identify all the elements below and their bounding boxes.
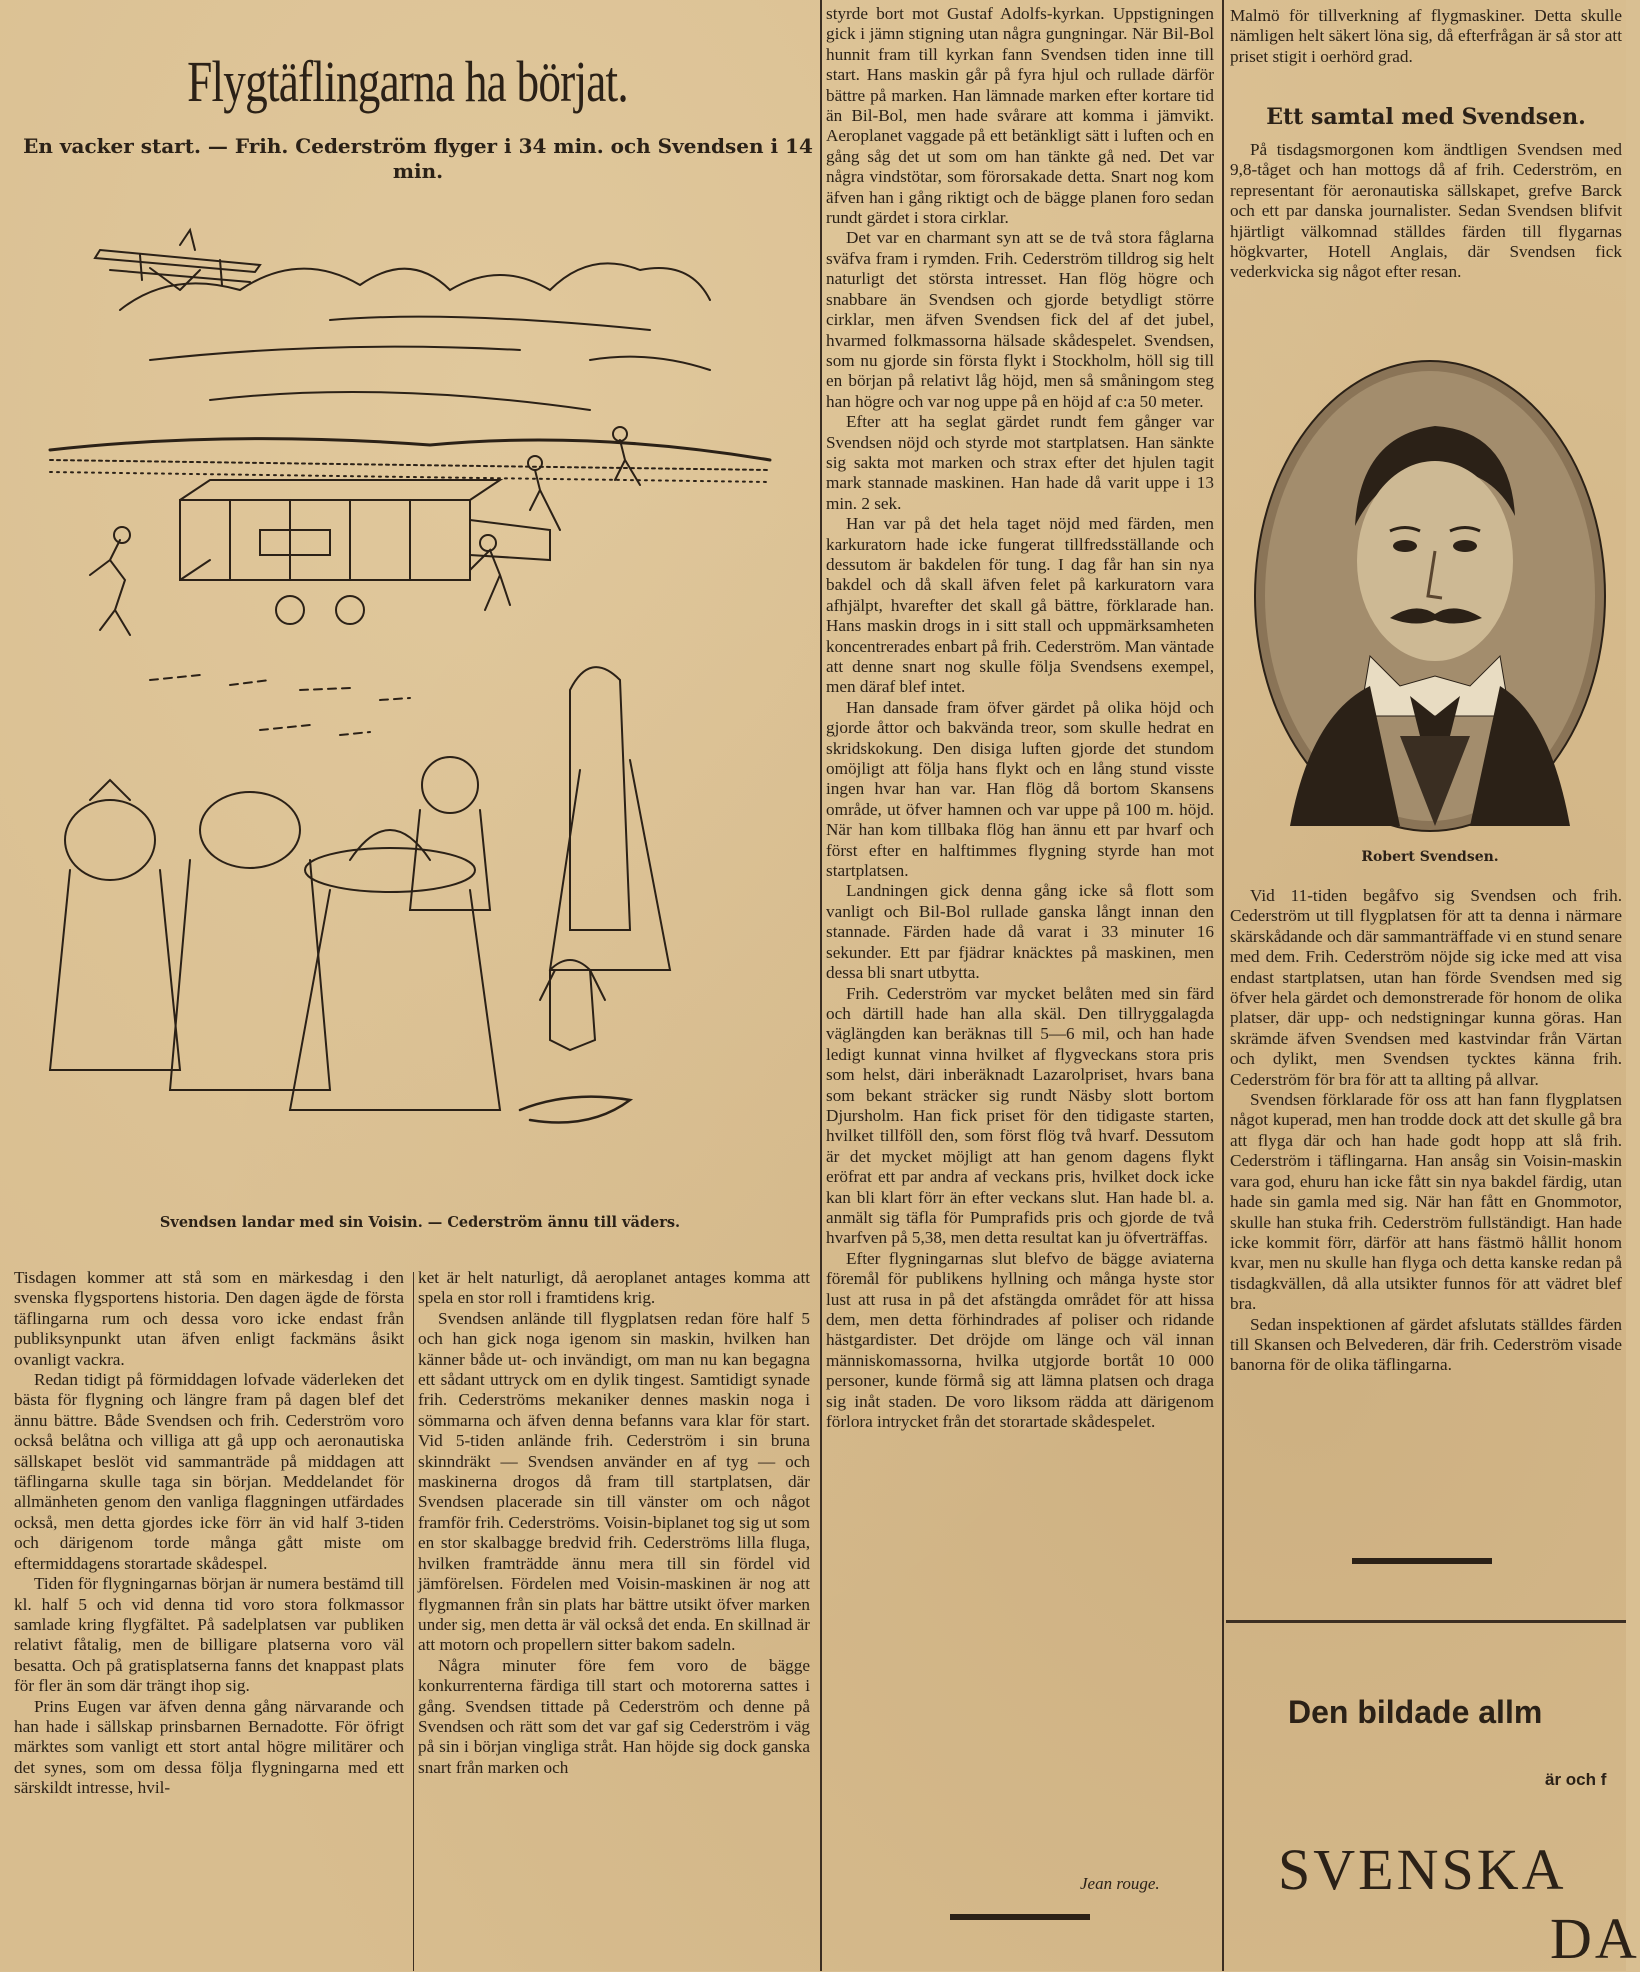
- end-ornament: [950, 1912, 1090, 1922]
- paragraph: Malmö för tillverkning af flygmaskiner. Detta skulle nämligen helt säkert löna sig, då efterfrågan är så stor att priset stigit i oerhörd grad.: [1230, 6, 1622, 66]
- paragraph: Landningen gick denna gång icke så flott som vanligt och Bil-Bol rullade ganska långt innan den stannade. Färden hade då varat i 33 minuter 16 sekunder. Ett par fjädrar knäcktes på maskinen, men dessa bli snart utbytta.: [826, 881, 1214, 983]
- illustration: [30, 210, 810, 1200]
- article-column-1: [14, 1268, 404, 1968]
- paragraph: Efter att ha seglat gärdet rundt fem gånger var Svendsen nöjd och styrde mot startplatsen. Han sänkte sig sakta mot marken och strax efter det hjulen tagit mark stannade maskinen. Han hade då varit uppe i 13 min. 2 sek.: [826, 412, 1214, 513]
- article-column-4-mid: [1230, 140, 1622, 340]
- headline: Flygtäflingarna ha börjat.: [187, 49, 628, 114]
- subheadline: En vacker start. — Frih. Cederström flyger i 34 min. och Svendsen i 14 min.: [23, 134, 813, 183]
- article-column-2: [418, 1268, 810, 1968]
- biplane-icon: [180, 480, 550, 624]
- illustration-caption: Svendsen landar med sin Voisin. — Cederström ännu till väders.: [159, 1214, 681, 1231]
- ad-line: SVENSKA: [1278, 1837, 1567, 1902]
- paragraph: Några minuter före fem voro de bägge konkurrenterna färdiga till start och motorerna sattes i gång. Svendsen tittade på Cederström och denne på Svendsen och rätt som det var gaf sig Cederström i väg på sin i början vingliga stråt. Han höjde sig dock ganska snart från marken och: [418, 1655, 810, 1777]
- ad-line: är och f: [1545, 1770, 1607, 1789]
- paragraph: Han var på det hela taget nöjd med färden, men karkuratorn hade icke fungerat tillfredsställande och dessutom är bakdelen för tung. I dag får han sin nya bakdel och då skall äfven felet på karkuratorn vara afhjälpt, hvarefter det skall gå bättre, förklarade han. Hans maskin drogs in i sitt stall och uppmärksamheten koncentrerades enbart på frih. Cederström. Man väntade att denne snart nog skulle följa Svendsens exempel, men däraf blef intet.: [826, 514, 1214, 697]
- ad-line: Den bildade allm: [1288, 1694, 1543, 1730]
- paragraph: Frih. Cederström var mycket belåten med sin färd och därtill hade han alla skäl. Den tillryggalagda väglängden kan beräknas till 5—6 mil, och han hade ledigt kunnat vinna hvilket af flygveckans stora pris som helst, däri inberäknadt Lazarolpriset, hvars bana som bekant sträcker sig rundt Näsby slott bortom Djursholm. Han fick priset för den tidigaste starten, hvilket tillföll den, som först flög två hvarf. Dessutom är det mycket möjligt att han genom dagens flykt eröfrat ett par andra af veckans pris, hvilket dock icke kan bli klart förr än efter veckans slut. Han hade bl. a. anmält sig täfla för Pumprafids pris och gjorde de två hvarfven på 5,38, men detta resultat kan ju öfverträffas.: [826, 983, 1214, 1248]
- portrait-image: [1250, 356, 1610, 836]
- paragraph: Sedan inspektionen af gärdet afslutats ställdes färden till Skansen och Belvederen, där frih. Cederström visade banorna för de olika täflingarna.: [1230, 1314, 1622, 1375]
- dog-icon: [540, 960, 605, 1050]
- portrait-caption: Robert Svendsen.: [1361, 849, 1499, 865]
- column-rule: [1222, 0, 1224, 1971]
- section-heading: Ett samtal med Svendsen.: [1266, 104, 1586, 130]
- paragraph: Tiden för flygningarnas början är numera bestämd till kl. half 5 och vid denna tid voro stora folkmassor samlade kring flygfältet. På sadelplatsen var publiken relativt fåtalig, men de billigare platserna voro väl besatta. Och på gratisplatserna fanns det knappast plats för fler än som där trängt ihop sig.: [14, 1574, 404, 1696]
- paragraph: Redan tidigt på förmiddagen lofvade väderleken det bästa för flygning och längre fram på dagen blef det ännu bättre. Både Svendsen och frih. Cederström voro också belåtna och villiga att gå upp och aeronautiska sällskapet beslöt vid sammanträde på middagen att täflingarna skulle taga sin början. Meddelandet för allmänheten genom den vanliga flaggningen utfärdades också, men detta gjordes icke förr än vid half 3-tiden och därigenom torde många gått miste om eftermiddagens storartade skådespel.: [14, 1370, 404, 1573]
- paragraph: På tisdagsmorgonen kom ändtligen Svendsen med 9,8-tåget och han mottogs då af frih. Cederström, en representant för aeronautiska sällskapet, grefve Barck och ett par danska journalister. Sedan Svendsen blifvit hjärtligt välkomnad ställdes färden till flygarnas högkvarter, Hotell Anglais, där Svendsen fick vederkvicka sig något efter resan.: [1230, 140, 1622, 282]
- column-rule: [413, 1272, 414, 1971]
- paragraph: Svendsen anlände till flygplatsen redan före half 5 och han gick noga igenom sin maskin, hvilken han känner både ut- och invändigt, om man nu kan begagna ett sådant uttryck om en dylik tingest. Samtidigt synade frih. Cederströms mekaniker dennes maskin noga i sömmarna och äfven denna befanns vara klar för start. Vid 5-tiden anlände frih. Cederström i sin bruna skinndräkt — Svendsen använder en af tyg — och maskinerna drogos då fram till startplatsen, där Svendsen placerade sin till vänster om och något framför frih. Cederströms. Voisin-biplanet tog sig ut som en stor skalbagge bredvid frih. Cederströms lilla fluga, hvilken framträdde ännu mera till sin fördel vid jämförelsen. Fördelen med Voisin-maskinen är nog att flygmannen från sin plats har bättre utsikt öfver marken under sig, men detta är väl också det enda. En skillnad är att motorn och propellern sitter bakom sadeln.: [418, 1308, 810, 1655]
- article-column-3: [826, 4, 1214, 1864]
- article-column-4-bottom: [1230, 886, 1622, 1546]
- article-column-4-top: [1230, 6, 1622, 90]
- end-ornament: [1352, 1556, 1492, 1566]
- paragraph: Han dansade fram öfver gärdet på olika höjd och gjorde åttor och bakvända treor, som skulle hedrat en skridskokung. Den disiga luften gjorde det stundom omöjligt att följa hans flykt och en lång stund visste ingen hvar han var. Han flög då bortom Skansens område, ut öfver hamnen och var uppe på 100 m. höjd. När han kom tillbaka flög han ännu ett par hvarf och först efter en halftimmes flygning styrde han mot startplatsen.: [826, 697, 1214, 881]
- section-rule: [1226, 1620, 1626, 1623]
- paragraph: Prins Eugen var äfven denna gång närvarande och han hade i sällskap prinsbarnen Bernadotte. För öfrigt märktes som vanligt ett stort antal högre militärer och det synes, som om dessa följa flygningarna med ett särskildt intresse, hvil-: [14, 1696, 404, 1798]
- paragraph: styrde bort mot Gustaf Adolfs-kyrkan. Uppstigningen gick i jämn stigning utan några gungningar. När Bil-Bol hunnit fram till kyrkan fann Svendsen tiden inne till start. Hans maskin går på fyra hjul och rullade därför bättre på marken. Han lämnade marken efter kortare tid än Bil-Bol, men hade svårare att komma i jämvikt. Aeroplanet vaggade på ett betänkligt sätt i luften och en gång såg det ut som om han tänkte gå ned. Det var några vindstötar, som förorsakade detta. Snart nog kom äfven han i gång riktigt och de bägge planen foro sedan rundt gärdet i stora cirklar.: [826, 4, 1214, 228]
- author-signature: Jean rouge.: [1080, 1874, 1160, 1893]
- paragraph: Efter flygningarnas slut blefvo de bägge aviaterna föremål för publikens hyllning och många hyste stor lust att rusa in på det afstängda området för att hissa dem, men detta förhindrades af poliser och ridande hästgardister. Det dröjde om länge och väl innan människomassorna, hvilka utgjorde bortåt 10 000 personer, kunde förmå sig att lämna platsen och draga sig inåt staden. De voro liksom rädda att därigenom förlora intrycket från det storartade skådespelet.: [826, 1248, 1214, 1432]
- paragraph: Tisdagen kommer att stå som en märkesdag i den svenska flygsportens historia. Den dagen ägde de första täflingarna rum och dessa voro icke endast från publiksynpunkt utan äfven enligt fackmäns åsikt ovanligt vackra.: [14, 1268, 404, 1369]
- paragraph: ket är helt naturligt, då aeroplanet antages komma att spela en stor roll i framtidens krig.: [418, 1268, 810, 1308]
- column-rule: [820, 0, 822, 1971]
- paragraph: Vid 11-tiden begåfvo sig Svendsen och frih. Cederström ut till flygplatsen för att ta denna i närmare skärskådande och där sammanträffade vi en stund senare med dem. Frih. Cederström nöjde sig icke med att visa endast startplatsen, utan han förde Svendsen med sig öfver hela gärdet och demonstrerade för honom de olika platser, där upp- och nedstigningar kunna göras. Han skrämde äfven Svendsen med kastvindar från Värtan och dylikt, men Svendsen tycktes känna frih. Cederström för bra för att ta allting på allvar.: [1230, 886, 1622, 1089]
- paragraph: Svendsen förklarade för oss att han fann flygplatsen något kuperad, men han trodde dock att det skulle gå bra att flyga där och han hade godt hopp att slå frih. Cederström i täflingarna. Han ansåg sin Voisin-maskin vara god, ehuru han icke fått sin nya bakdel färdig, utan hade sin gamla med sig. När han fått en Gnommotor, skulle han stuka frih. Cederström fullständigt. Han hade icke kommit förr, därför att hans fästmö hållit honom kvar, men nu skulle han flyga och detta kanske redan på tisdagkvällen, då alla utsikter funnos för att vädret blef bra.: [1230, 1090, 1622, 1314]
- plane-in-sky-icon: [95, 230, 260, 290]
- ad-line: DA: [1550, 1906, 1640, 1971]
- paragraph: Det var en charmant syn att se de två stora fåglarna sväfva fram i rymden. Frih. Cederström tilldrog sig helt naturligt det största intresset. Han flög högre och snabbare än Svendsen och gjorde betydligt större cirklar, men äfven Svendsen fick del af det jubel, hvarmed folkmassorna hälsade skådespelet. Svendsen, som nu gjorde sin första flykt i Stockholm, höll sig till en början på relativt låg höjd, men så småningom steg han högre och var nog uppe på en höjd af c:a 50 meter.: [826, 228, 1214, 411]
